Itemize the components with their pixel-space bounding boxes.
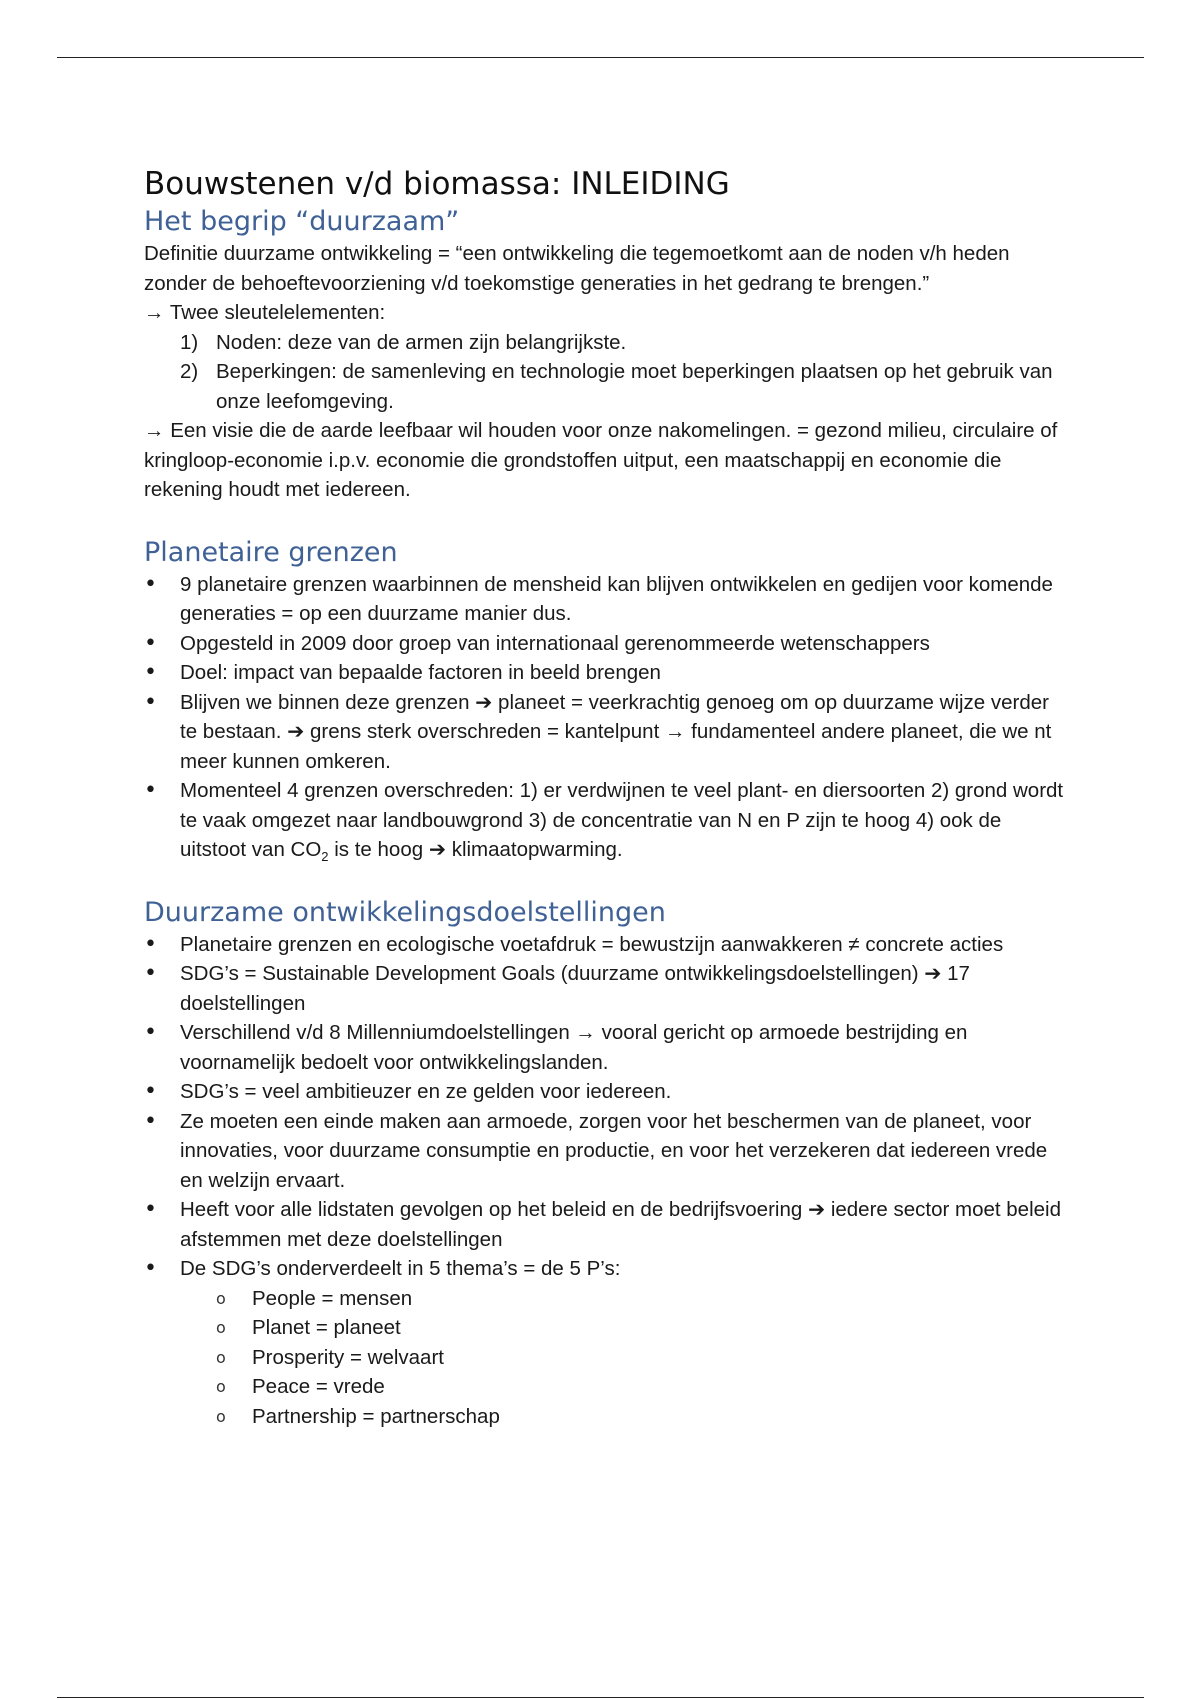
- definition-paragraph: Definitie duurzame ontwikkeling = “een ontwikkeling die tegemoetkomt aan de noden v/h heden zonder de behoeftevoorziening v/d toekomstige generaties in het gedrang te brengen.”: [144, 242, 1010, 295]
- list-item: • SDG’s = Sustainable Development Goals (duurzame ontwikkelingsdoelstellingen) ➔ 17 doelstellingen: [144, 959, 1064, 1018]
- vision-paragraph: → Een visie die de aarde leefbaar wil houden voor onze nakomelingen. = gezond milieu, circulaire of kringloop-economie i.p.v. economie die grondstoffen uitput, een maatschappij en economie die rekening houdt met iedereen.: [144, 419, 1058, 501]
- list-item: • SDG’s = veel ambitieuzer en ze gelden voor iedereen.: [144, 1077, 1064, 1107]
- list-item-text: is te hoog ➔ klimaatopwarming.: [328, 838, 623, 861]
- list-item: • 9 planetaire grenzen waarbinnen de mensheid kan blijven ontwikkelen en gedijen voor komende generaties = op een duurzame manier dus.: [144, 570, 1064, 629]
- list-item: • Ze moeten een einde maken aan armoede, zorgen voor het beschermen van de planeet, voor innovaties, voor duurzame consumptie en productie, en voor het verzekeren dat iedereen vrede en welzijn ervaart.: [144, 1107, 1064, 1196]
- key-elements-list: [144, 328, 1064, 417]
- theme-item: o Peace = vrede: [216, 1372, 1064, 1402]
- list-item: • Doel: impact van bepaalde factoren in beeld brengen: [144, 658, 1064, 688]
- section-heading-sdg: Duurzame ontwikkelingsdoelstellingen: [144, 896, 666, 928]
- theme-item: o Partnership = partnerschap: [216, 1402, 1064, 1432]
- page-bottom-rule: [57, 1697, 1144, 1698]
- list-item: [180, 328, 1064, 358]
- list-item: • Heeft voor alle lidstaten gevolgen op het beleid en de bedrijfsvoering ➔ iedere sector moet beleid afstemmen met deze doelstellingen: [144, 1195, 1064, 1254]
- list-item: [144, 1254, 1064, 1431]
- document-body: [144, 164, 1064, 1431]
- subscript: 2: [321, 849, 329, 865]
- list-item: • Opgesteld in 2009 door groep van internationaal gerenommeerde wetenschappers: [144, 629, 1064, 659]
- section-heading-duurzaam: Het begrip “duurzaam”: [144, 206, 460, 237]
- section-planetaire-grenzen: [144, 535, 1064, 865]
- theme-item: o Prosperity = welvaart: [216, 1343, 1064, 1373]
- theme-item: o Planet = planeet: [216, 1313, 1064, 1343]
- list-item-text: Noden: deze van de armen zijn belangrijkste.: [216, 330, 627, 354]
- sdg-list: [144, 930, 1064, 1432]
- section-duurzaam: [144, 204, 1064, 505]
- page-top-rule: [57, 57, 1144, 58]
- planetaire-grenzen-list: [144, 570, 1064, 865]
- spacer: [144, 505, 1064, 535]
- list-item: • Blijven we binnen deze grenzen ➔ planeet = veerkrachtig genoeg om op duurzame wijze verder te bestaan. ➔ grens sterk overschreden = kantelpunt → fundamenteel andere planeet, die we nt meer kunnen omkeren.: [144, 688, 1064, 777]
- key-elements-intro: → Twee sleutelelementen:: [144, 301, 386, 324]
- theme-item: o People = mensen: [216, 1284, 1064, 1314]
- list-item: [144, 776, 1064, 865]
- themes-list: [180, 1284, 1064, 1432]
- list-item: • Verschillend v/d 8 Millenniumdoelstellingen → vooral gericht op armoede bestrijding en voornamelijk bedoelt voor ontwikkelingslanden.: [144, 1018, 1064, 1077]
- list-number: 2): [180, 360, 199, 383]
- spacer: [144, 865, 1064, 895]
- list-item-text: De SDG’s onderverdeelt in 5 thema’s = de 5 P’s:: [180, 1257, 621, 1280]
- list-number: 1): [180, 330, 199, 354]
- document-title: Bouwstenen v/d biomassa: INLEIDING: [144, 166, 730, 202]
- list-item: [180, 357, 1064, 416]
- section-sdg: [144, 895, 1064, 1432]
- list-item-text: Beperkingen: de samenleving en technologie moet beperkingen plaatsen op het gebruik van onze leefomgeving.: [216, 360, 1053, 413]
- list-item: • Planetaire grenzen en ecologische voetafdruk = bewustzijn aanwakkeren ≠ concrete acties: [144, 930, 1064, 960]
- list-item-text: Momenteel 4 grenzen overschreden: 1) er verdwijnen te veel plant- en diersoorten 2) grond wordt te vaak omgezet naar landbouwgrond 3) de concentratie van N en P zijn te hoog 4) ook de uitstoot van CO: [180, 779, 1064, 861]
- section-heading-planetaire-grenzen: Planetaire grenzen: [144, 536, 398, 568]
